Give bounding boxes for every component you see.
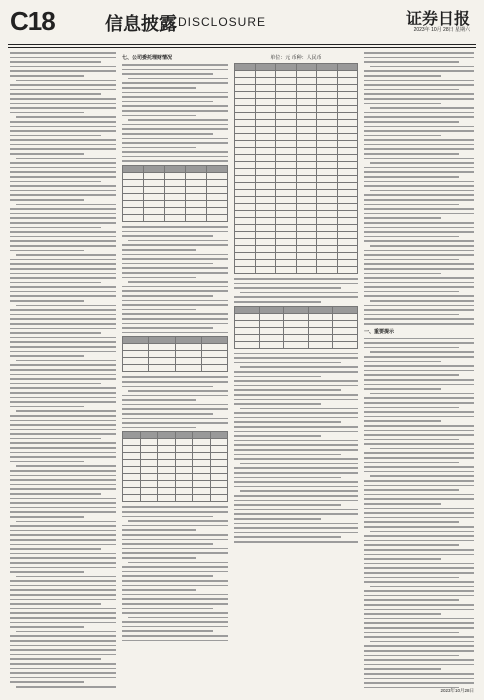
text-block <box>234 278 358 303</box>
masthead-rule-thin <box>8 47 476 48</box>
section-heading: 一、重要提示 <box>364 328 395 335</box>
text-block <box>122 64 228 162</box>
section-title-en: DISCLOSURE <box>178 15 267 29</box>
footer-date: 2023年10月28日 <box>440 688 474 693</box>
text-block <box>122 226 228 333</box>
table-caption: 单位：元 币种：人民币 <box>270 55 322 61</box>
paper-logo: 证券日报 <box>405 9 470 28</box>
masthead <box>0 0 484 44</box>
column-2 <box>122 52 228 688</box>
financial-table <box>234 63 358 274</box>
data-table <box>122 336 228 372</box>
section-heading: 七、公司委托理财情况 <box>122 55 173 61</box>
text-block <box>122 506 228 641</box>
text-block <box>364 338 474 688</box>
data-table <box>234 306 358 349</box>
data-table <box>122 165 228 222</box>
issue-date: 2023年 10月 28日 星期六 <box>413 27 470 33</box>
text-block <box>234 353 358 543</box>
column-4 <box>364 52 474 688</box>
column-1 <box>10 52 116 688</box>
data-table <box>122 431 228 502</box>
page-number: C18 <box>10 6 55 36</box>
masthead-rule <box>8 44 476 45</box>
text-block <box>122 376 228 428</box>
text-block <box>10 52 116 688</box>
text-block <box>364 52 474 325</box>
section-title: 信息披露 <box>105 14 177 35</box>
column-3 <box>234 52 358 688</box>
